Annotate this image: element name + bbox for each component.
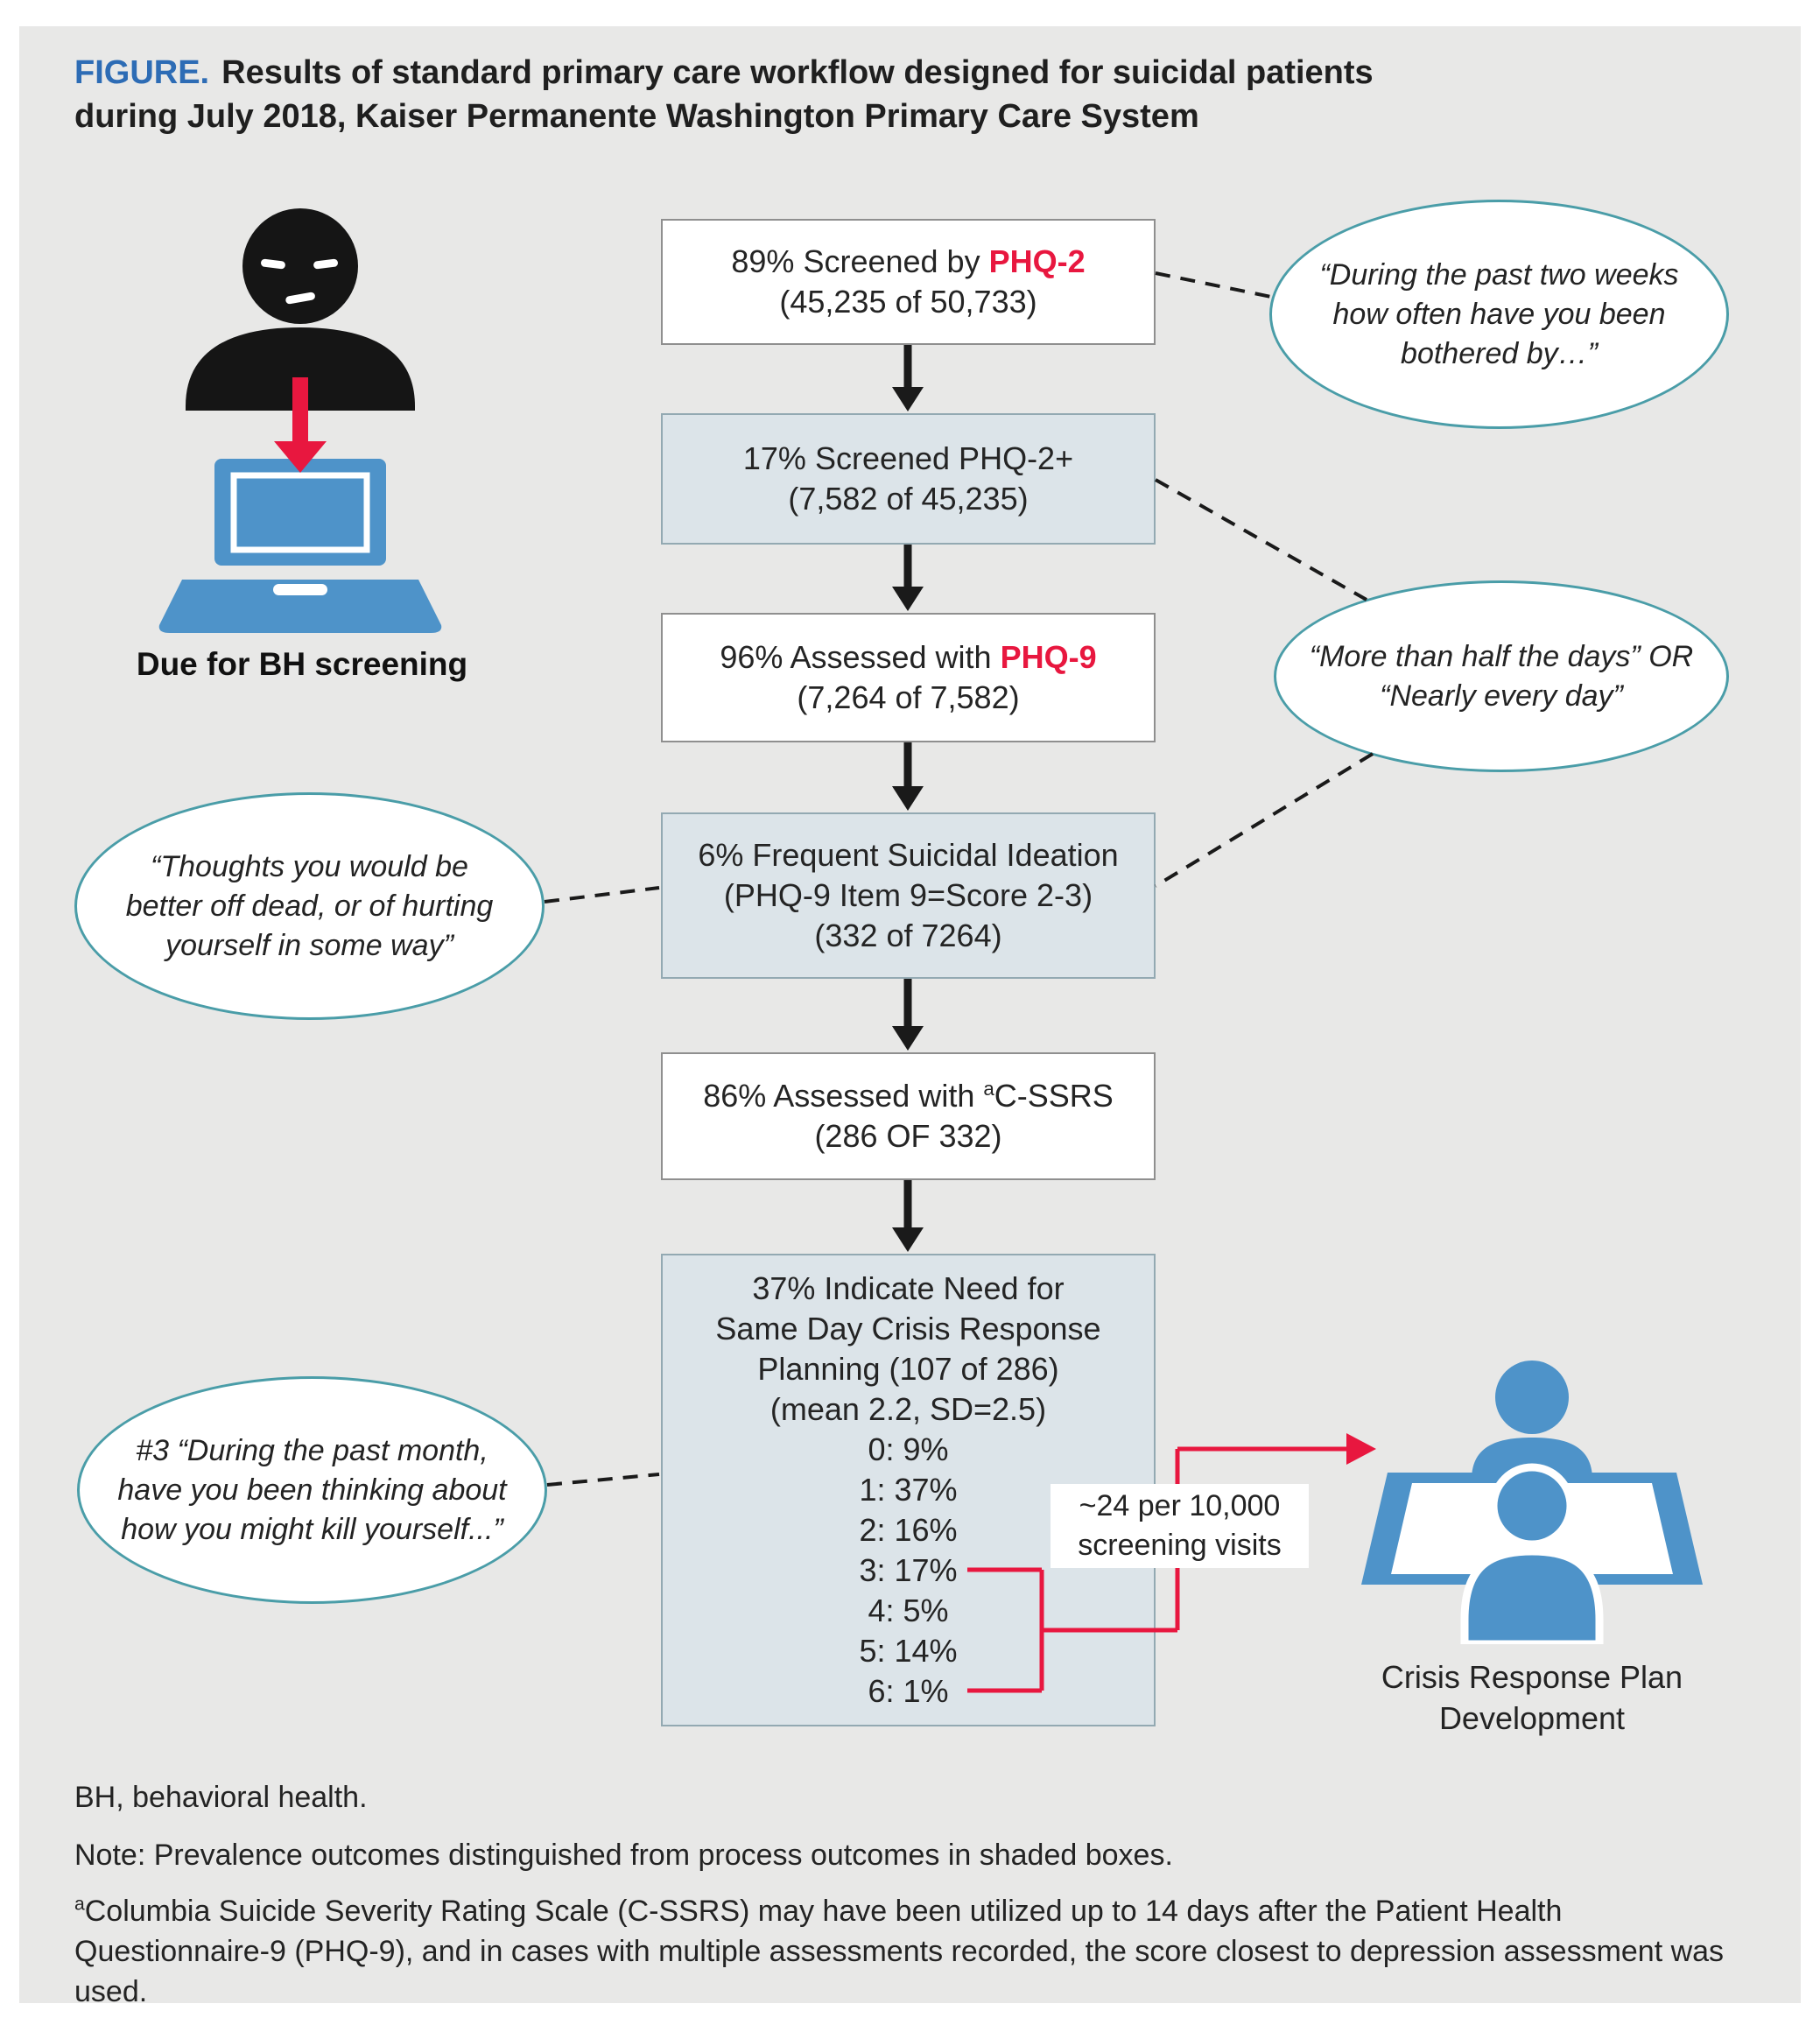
callout-line: how you might kill yourself...” (121, 1512, 503, 1546)
clinician-head (1495, 1361, 1569, 1434)
callout-phq9-item9 (74, 792, 545, 1020)
score-line: 5: 14% (859, 1633, 958, 1669)
callout-line: “During the past two weeks (1319, 257, 1679, 292)
box-line: 37% Indicate Need for (752, 1270, 1065, 1306)
box-line: (332 of 7264) (814, 918, 1002, 953)
figure-title-text1: Results of standard primary care workflow designed for suicidal patients (221, 54, 1374, 91)
person-head (242, 208, 358, 324)
rate-line: screening visits (1078, 1529, 1282, 1562)
box-line (720, 637, 1096, 678)
score-line: 4: 5% (868, 1593, 949, 1628)
crisis-caption-line1: Crisis Response Plan (1381, 1659, 1683, 1695)
callout-line: “Nearly every day” (1380, 679, 1623, 713)
callout-phq2-positive-criteria (1274, 580, 1729, 772)
patient-head (1493, 1467, 1571, 1544)
footnote-note: Note: Prevalence outcomes distinguished from process outcomes in shaded boxes. (74, 1839, 1173, 1872)
callout-line: “Thoughts you would be (151, 849, 468, 883)
callout-line: #3 “During the past month, (136, 1433, 488, 1467)
callout-line: have you been thinking about (117, 1473, 507, 1507)
crisis-caption-line2: Development (1438, 1700, 1626, 1736)
box-line: (7,264 of 7,582) (797, 679, 1020, 715)
box-line: 17% Screened PHQ-2+ (742, 440, 1074, 476)
callout-line: “More than half the days” OR (1309, 639, 1694, 673)
box-line (703, 1076, 1114, 1116)
callout-phq2-question (1269, 200, 1729, 429)
cssrs-footnote-marker: a (74, 1894, 85, 1915)
patient-at-laptop-icon (131, 198, 468, 649)
flow-box-phq9-assessed (661, 613, 1156, 742)
score-line: 6: 1% (868, 1673, 949, 1709)
footnote-cssrs (74, 1891, 1733, 2012)
crisis-response-team-icon (1361, 1355, 1703, 1644)
patient-torso (1465, 1551, 1599, 1644)
footnote-bh: BH, behavioral health. (74, 1781, 368, 1814)
box-line: (7,582 of 45,235) (788, 481, 1029, 517)
flow-box-cssrs-assessed (661, 1052, 1156, 1180)
callout-cssrs-item3 (77, 1376, 547, 1604)
box-line: (mean 2.2, SD=2.5) (769, 1391, 1047, 1427)
figure-label: FIGURE. (74, 54, 210, 91)
screening-arrow-shaft (292, 377, 308, 444)
score-line: 3: 17% (859, 1552, 958, 1588)
screening-icon-caption: Due for BH screening (136, 646, 468, 682)
flow-box-suicidal-ideation (661, 812, 1156, 979)
footnote-cssrs-text: Columbia Suicide Severity Rating Scale (C-SSRS) may have been utilized up to 14 days after the Patient Health Questionnaire-9 (PHQ-9), and in cases with multiple assessments recorded, the score closest to depression assessment was used. (74, 1895, 1725, 2008)
callout-line: yourself in some way” (165, 928, 453, 962)
box-text: 89% Screened by (731, 243, 989, 279)
figure-title-line1 (74, 51, 1703, 95)
figure-title (74, 51, 1703, 138)
crisis-icon-caption (1348, 1656, 1716, 1739)
cssrs-footnote-marker: a (983, 1078, 994, 1100)
box-line: (286 OF 332) (814, 1118, 1002, 1154)
score-line: 1: 37% (859, 1472, 958, 1508)
box-line: 6% Frequent Suicidal Ideation (698, 837, 1119, 873)
phq9-highlight: PHQ-9 (1000, 639, 1097, 675)
score-line: 2: 16% (859, 1512, 958, 1548)
box-line: (45,235 of 50,733) (779, 284, 1037, 320)
box-text: 86% Assessed with (703, 1078, 984, 1114)
box-text: C-SSRS (994, 1078, 1114, 1114)
callout-line: bothered by…” (1401, 336, 1598, 370)
box-line: (PHQ-9 Item 9=Score 2-3) (723, 877, 1093, 913)
box-text: 96% Assessed with (720, 639, 1001, 675)
screening-visit-rate-label (1051, 1484, 1309, 1568)
score-line: 0: 9% (868, 1431, 949, 1467)
flow-box-phq2-screened (661, 219, 1156, 345)
laptop-trackpad (273, 584, 327, 595)
flow-box-phq2-positive (661, 413, 1156, 545)
phq2-highlight: PHQ-2 (988, 243, 1086, 279)
rate-line: ~24 per 10,000 (1079, 1489, 1281, 1522)
callout-line: better off dead, or of hurting (125, 889, 494, 923)
figure-title-line2: during July 2018, Kaiser Permanente Washington Primary Care System (74, 98, 1199, 135)
box-line: Planning (107 of 286) (757, 1351, 1059, 1387)
callout-line: how often have you been (1332, 297, 1666, 331)
box-line: Same Day Crisis Response (715, 1311, 1101, 1346)
box-line (731, 242, 1085, 282)
